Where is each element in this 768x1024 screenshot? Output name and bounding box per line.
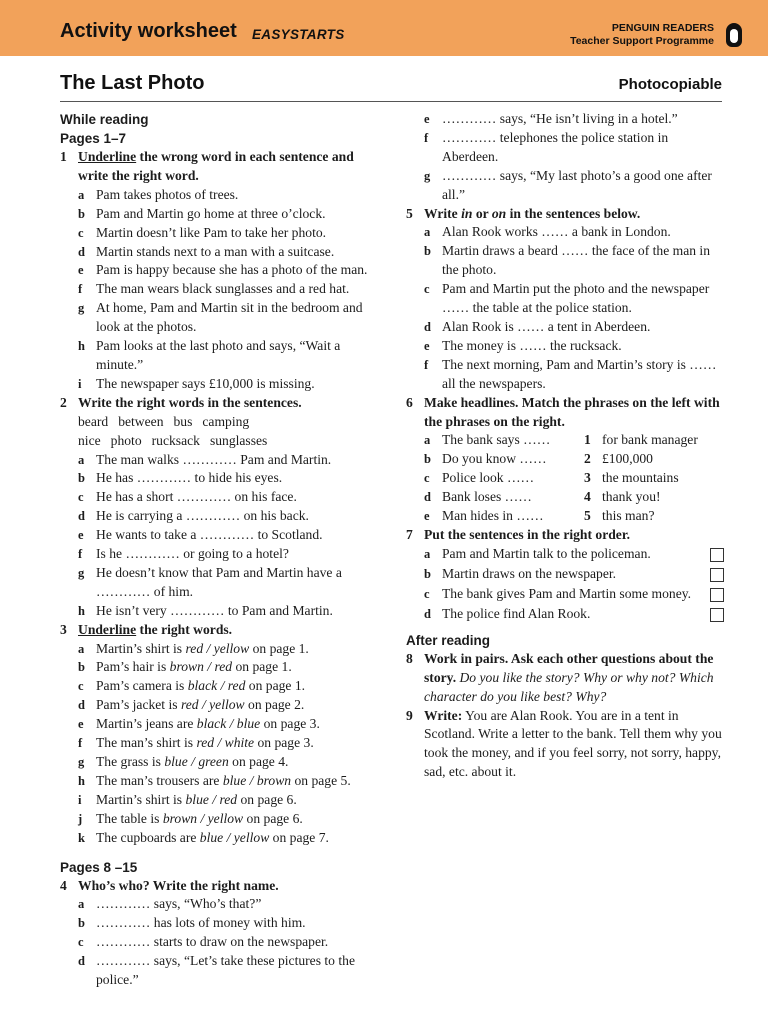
right-phrase: £100,000 <box>602 451 653 467</box>
item-letter: h <box>78 339 85 354</box>
item-text: Martin stands next to a man with a suitcase. <box>96 243 335 259</box>
item-letter: c <box>78 225 84 240</box>
item-letter: k <box>78 830 85 845</box>
list-item <box>60 186 372 205</box>
item-letter: i <box>78 376 82 391</box>
word-bank-row-1 <box>60 413 372 432</box>
question-4-continued-items <box>406 110 724 205</box>
question-5 <box>406 205 724 224</box>
item-letter: d <box>424 606 431 621</box>
item-number: 2 <box>584 451 591 467</box>
section-pages-8-15: Pages 8 –15 <box>60 859 138 875</box>
right-column <box>406 110 724 782</box>
divider <box>60 101 722 102</box>
underline-word: Underline <box>78 621 137 637</box>
series-name: EASYSTARTS <box>252 27 345 42</box>
list-item <box>60 791 372 810</box>
question-6-items <box>406 431 724 526</box>
item-text-post: on page 6. <box>243 810 303 826</box>
item-letter: b <box>424 452 431 467</box>
item-letter: c <box>424 282 430 297</box>
list-item <box>60 299 372 337</box>
word-bank-row-2 <box>60 432 372 451</box>
list-item <box>60 375 372 394</box>
question-text: You are Alan Rook. You are in a tent in Scotland. Write a letter to the bank. Tell them why you took the money, and if you feel sorry, not sorry, happy, sad, etc. about it. <box>424 707 722 780</box>
list-item <box>406 356 724 394</box>
item-text: The money is …… the rucksack. <box>442 337 622 353</box>
item-options: red / white <box>196 735 255 751</box>
item-text-post: on page 4. <box>228 754 289 769</box>
item-text: Pam and Martin put the photo and the newspaper …… the table at the police station. <box>442 281 710 316</box>
item-letter: c <box>78 679 84 694</box>
item-letter: d <box>78 698 85 713</box>
item-options: red / yellow <box>180 697 245 713</box>
word-bank-word: bus <box>173 413 193 429</box>
list-item <box>406 242 724 280</box>
item-letter: b <box>78 471 85 486</box>
question-number: 1 <box>60 149 67 164</box>
question-number: 2 <box>60 394 67 410</box>
item-text-post: on page 1. <box>232 659 292 675</box>
question-text: Write the right words in the sentences. <box>78 394 302 410</box>
list-item <box>60 696 372 715</box>
item-letter: e <box>424 338 430 353</box>
question-label: Write: <box>424 707 463 723</box>
item-text <box>96 829 372 848</box>
question-prompts: Do you like the story? Why or why not? Which character do you like best? Why? <box>424 669 714 704</box>
item-text <box>96 734 372 753</box>
item-letter: d <box>78 509 85 524</box>
right-phrase: the mountains <box>602 470 679 486</box>
answer-checkbox[interactable] <box>710 588 724 602</box>
section-pages-1-7: Pages 1–7 <box>60 131 127 146</box>
item-text-pre: The table is <box>96 810 163 826</box>
word-bank-word: beard <box>78 413 109 429</box>
item-text: He isn’t very ………… to Pam and Martin. <box>96 602 333 618</box>
item-text: The police find Alan Rook. <box>442 605 591 621</box>
question-9 <box>406 707 724 783</box>
item-options: blue / red <box>185 791 238 807</box>
item-letter: g <box>424 168 431 183</box>
item-letter: e <box>78 263 84 278</box>
item-text: Martin draws on the newspaper. <box>442 565 617 581</box>
left-phrase: Police look …… <box>442 470 535 486</box>
item-text: Alan Rook is …… a tent in Aberdeen. <box>442 318 651 334</box>
list-item <box>60 507 372 526</box>
item-text: The man wears black sunglasses and a red hat. <box>96 281 350 297</box>
question-4-items <box>60 895 372 990</box>
list-item <box>60 772 372 791</box>
item-text <box>96 810 372 829</box>
list-item <box>60 564 372 602</box>
list-item <box>60 715 372 734</box>
item-letter: e <box>424 509 430 524</box>
item-text <box>96 791 372 810</box>
penguin-logo-icon <box>726 23 742 47</box>
left-phrase: Bank loses …… <box>442 489 532 505</box>
publisher-name: PENGUIN READERS <box>611 22 714 34</box>
item-letter: i <box>78 792 82 807</box>
item-text-post: on page 5. <box>291 772 351 788</box>
question-number: 9 <box>406 707 413 723</box>
match-row <box>406 450 724 469</box>
list-item <box>60 469 372 488</box>
list-item <box>60 488 372 507</box>
item-number: 5 <box>584 508 591 524</box>
item-text-post: on page 1. <box>249 640 309 656</box>
word-bank-word: between <box>118 413 164 429</box>
item-letter: b <box>424 566 431 581</box>
item-letter: d <box>424 319 431 334</box>
publisher-block <box>570 22 714 48</box>
item-text: The man walks ………… Pam and Martin. <box>96 451 332 467</box>
item-letter: a <box>78 641 85 656</box>
item-text: Pam and Martin go home at three o’clock. <box>96 205 326 221</box>
item-text-pre: The man’s trousers are <box>96 772 223 788</box>
answer-checkbox[interactable] <box>710 548 724 562</box>
question-3-items <box>60 640 372 848</box>
order-row <box>406 605 724 625</box>
item-letter: a <box>78 897 85 912</box>
question-4 <box>60 877 372 896</box>
list-item <box>60 640 372 659</box>
list-item <box>406 223 724 242</box>
question-text: the wrong word in each sentence and write the right word. <box>78 149 354 183</box>
item-text: ………… says, “Let’s take these pictures to the police.” <box>96 953 355 988</box>
item-text-pre: Martin’s shirt is <box>96 791 186 807</box>
item-letter: b <box>78 206 85 221</box>
question-text: the right words. <box>136 621 233 637</box>
list-item <box>60 914 372 933</box>
list-item <box>60 602 372 621</box>
item-letter: b <box>424 244 431 259</box>
order-row <box>406 545 724 565</box>
list-item <box>60 658 372 677</box>
question-number: 8 <box>406 650 413 666</box>
item-text <box>96 696 372 715</box>
left-phrase: The bank says …… <box>442 432 551 448</box>
answer-checkbox[interactable] <box>710 608 724 622</box>
question-5-items <box>406 223 724 393</box>
list-item <box>60 933 372 952</box>
underline-word: Underline <box>78 149 137 164</box>
question-1-items <box>60 186 372 394</box>
item-text-post: on page 7. <box>269 829 329 845</box>
item-text <box>96 658 372 677</box>
item-text-post: on page 6. <box>237 791 297 807</box>
question-text: or <box>472 205 492 221</box>
word-in: in <box>461 205 473 221</box>
item-text: ………… has lots of money with him. <box>96 915 306 931</box>
header-bar <box>0 0 768 56</box>
item-text: Alan Rook works …… a bank in London. <box>442 224 671 240</box>
list-item <box>60 545 372 564</box>
item-letter: f <box>424 130 429 145</box>
photocopiable-label: Photocopiable <box>618 76 722 93</box>
item-text: ………… says, “Who’s that?” <box>96 896 262 912</box>
question-1 <box>60 148 372 186</box>
item-letter: g <box>78 301 85 316</box>
word-on: on <box>491 205 507 221</box>
question-number: 3 <box>60 621 67 637</box>
left-phrase: Man hides in …… <box>442 508 544 524</box>
list-item <box>406 129 724 167</box>
item-text-pre: The cupboards are <box>96 829 200 845</box>
item-letter: e <box>78 528 84 543</box>
item-text-pre: Pam’s hair is <box>96 659 170 675</box>
item-text: Is he ………… or going to a hotel? <box>96 546 289 562</box>
item-letter: d <box>424 490 431 505</box>
item-letter: d <box>78 954 85 969</box>
item-text: At home, Pam and Martin sit in the bedroom and look at the photos. <box>96 300 363 335</box>
item-text: Martin draws a beard …… the face of the man in the photo. <box>442 243 710 278</box>
list-item <box>60 895 372 914</box>
question-text: Write <box>424 205 462 221</box>
word-bank-word: sunglasses <box>209 432 268 448</box>
word-bank-word: camping <box>202 413 250 429</box>
list-item <box>60 243 372 262</box>
question-number: 4 <box>60 877 67 893</box>
item-text-pre: The grass is <box>96 754 165 769</box>
question-7-items <box>406 545 724 625</box>
item-text-pre: The man’s shirt is <box>96 735 197 751</box>
question-text: Work in pairs. Ask each other questions about the story. <box>424 650 714 685</box>
list-item <box>60 205 372 224</box>
item-text-pre: Pam’s camera is <box>96 678 188 694</box>
question-text: in the sentences below. <box>506 205 641 221</box>
list-item <box>60 810 372 829</box>
match-row <box>406 488 724 507</box>
list-item <box>60 224 372 243</box>
item-text: The bank gives Pam and Martin some money. <box>442 585 692 601</box>
section-while-reading: While reading <box>60 112 149 127</box>
order-row <box>406 585 724 605</box>
item-options: blue / green <box>164 754 229 769</box>
item-text-post: on page 3. <box>260 716 320 732</box>
item-letter: e <box>424 112 430 126</box>
item-letter: a <box>78 187 85 202</box>
item-text: He doesn’t know that Pam and Martin have a ………… of him. <box>96 564 342 599</box>
word-bank-word: photo <box>110 432 142 448</box>
match-row <box>406 431 724 450</box>
item-text: ………… telephones the police station in Aberdeen. <box>442 129 669 164</box>
item-number: 4 <box>584 489 591 505</box>
item-letter: g <box>78 755 85 769</box>
item-text-pre: Martin’s shirt is <box>96 640 186 656</box>
right-phrase: thank you! <box>602 489 661 505</box>
item-letter: c <box>78 935 84 950</box>
order-row <box>406 565 724 585</box>
right-phrase: for bank manager <box>602 432 698 448</box>
item-text: Pam is happy because she has a photo of the man. <box>96 262 368 278</box>
list-item <box>60 952 372 990</box>
question-text: Who’s who? Write the right name. <box>78 877 279 893</box>
item-text: He has ………… to hide his eyes. <box>96 470 283 486</box>
item-options: black / red <box>187 678 246 694</box>
item-text: Pam and Martin talk to the policeman. <box>442 545 651 561</box>
item-text: He has a short ………… on his face. <box>96 489 297 505</box>
item-text <box>96 640 372 659</box>
word-bank-word: rucksack <box>151 432 200 448</box>
item-text <box>96 753 372 772</box>
answer-checkbox[interactable] <box>710 568 724 582</box>
item-text: He is carrying a ………… on his back. <box>96 508 309 524</box>
list-item <box>406 337 724 356</box>
item-letter: g <box>78 565 85 580</box>
item-number: 1 <box>584 432 591 448</box>
page-title: The Last Photo <box>60 72 205 94</box>
list-item <box>60 677 372 696</box>
list-item <box>406 167 724 205</box>
question-number: 7 <box>406 526 413 542</box>
question-text: Make headlines. Match the phrases on the left with the phrases on the right. <box>424 394 720 429</box>
item-letter: h <box>78 603 85 618</box>
list-item <box>60 280 372 299</box>
question-text: Put the sentences in the right order. <box>424 526 631 542</box>
item-options: blue / yellow <box>199 829 270 845</box>
list-item <box>60 451 372 470</box>
question-2-items <box>60 451 372 621</box>
worksheet-title: Activity worksheet <box>60 20 237 42</box>
item-number: 3 <box>584 470 591 486</box>
match-row <box>406 507 724 526</box>
right-phrase: this man? <box>602 508 655 524</box>
item-letter: a <box>424 433 431 448</box>
item-letter: f <box>78 736 83 751</box>
item-text-post: on page 2. <box>244 697 305 713</box>
left-column <box>60 110 372 990</box>
item-text <box>96 715 372 734</box>
item-letter: c <box>424 471 430 486</box>
item-text <box>96 772 372 791</box>
item-text-post: on page 1. <box>245 678 306 694</box>
question-6 <box>406 394 724 432</box>
list-item <box>406 318 724 337</box>
section-after-reading: After reading <box>406 632 491 648</box>
item-letter: c <box>424 586 430 601</box>
item-text: ………… says, “My last photo’s a good one after all.” <box>442 167 712 202</box>
item-text-pre: Pam’s jacket is <box>96 697 181 713</box>
item-text-post: on page 3. <box>254 735 314 751</box>
match-row <box>406 469 724 488</box>
question-8 <box>406 650 724 707</box>
item-text-pre: Martin’s jeans are <box>96 716 197 732</box>
item-letter: d <box>78 244 85 259</box>
item-options: brown / red <box>169 659 233 675</box>
item-letter: a <box>424 225 431 240</box>
item-letter: h <box>78 773 85 788</box>
item-options: red / yellow <box>185 640 250 656</box>
question-2 <box>60 394 372 413</box>
question-number: 5 <box>406 205 413 221</box>
list-item <box>60 753 372 772</box>
question-7 <box>406 526 724 545</box>
item-letter: b <box>78 660 85 675</box>
list-item <box>60 734 372 753</box>
item-letter: f <box>78 282 83 297</box>
question-number: 6 <box>406 394 413 410</box>
item-text: The newspaper says £10,000 is missing. <box>96 375 315 391</box>
item-letter: b <box>78 916 85 931</box>
list-item <box>60 526 372 545</box>
item-text: ………… says, “He isn’t living in a hotel.” <box>442 111 678 126</box>
item-options: brown / yellow <box>162 810 244 826</box>
left-phrase: Do you know …… <box>442 451 547 467</box>
item-text: Pam takes photos of trees. <box>96 186 239 202</box>
item-text: Pam looks at the last photo and says, “Wait a minute.” <box>96 338 341 372</box>
item-letter: e <box>78 717 84 732</box>
item-text: The next morning, Pam and Martin’s story is …… all the newspapers. <box>442 356 717 391</box>
list-item <box>406 280 724 318</box>
item-options: blue / brown <box>222 772 292 788</box>
item-letter: a <box>78 452 85 467</box>
word-bank-word: nice <box>78 432 101 448</box>
list-item <box>60 261 372 280</box>
item-options: black / blue <box>196 716 261 732</box>
item-letter: f <box>424 357 429 372</box>
item-text: Martin doesn’t like Pam to take her photo. <box>96 224 327 240</box>
list-item <box>406 110 724 129</box>
publisher-programme: Teacher Support Programme <box>570 35 714 47</box>
item-text: ………… starts to draw on the newspaper. <box>96 934 329 950</box>
list-item <box>60 829 372 848</box>
question-3 <box>60 621 372 640</box>
item-letter: a <box>424 546 431 561</box>
item-letter: c <box>78 490 84 505</box>
list-item <box>60 337 372 375</box>
item-letter: f <box>78 547 83 562</box>
item-letter: j <box>78 811 83 826</box>
item-text: He wants to take a ………… to Scotland. <box>96 527 323 543</box>
item-text <box>96 677 372 696</box>
